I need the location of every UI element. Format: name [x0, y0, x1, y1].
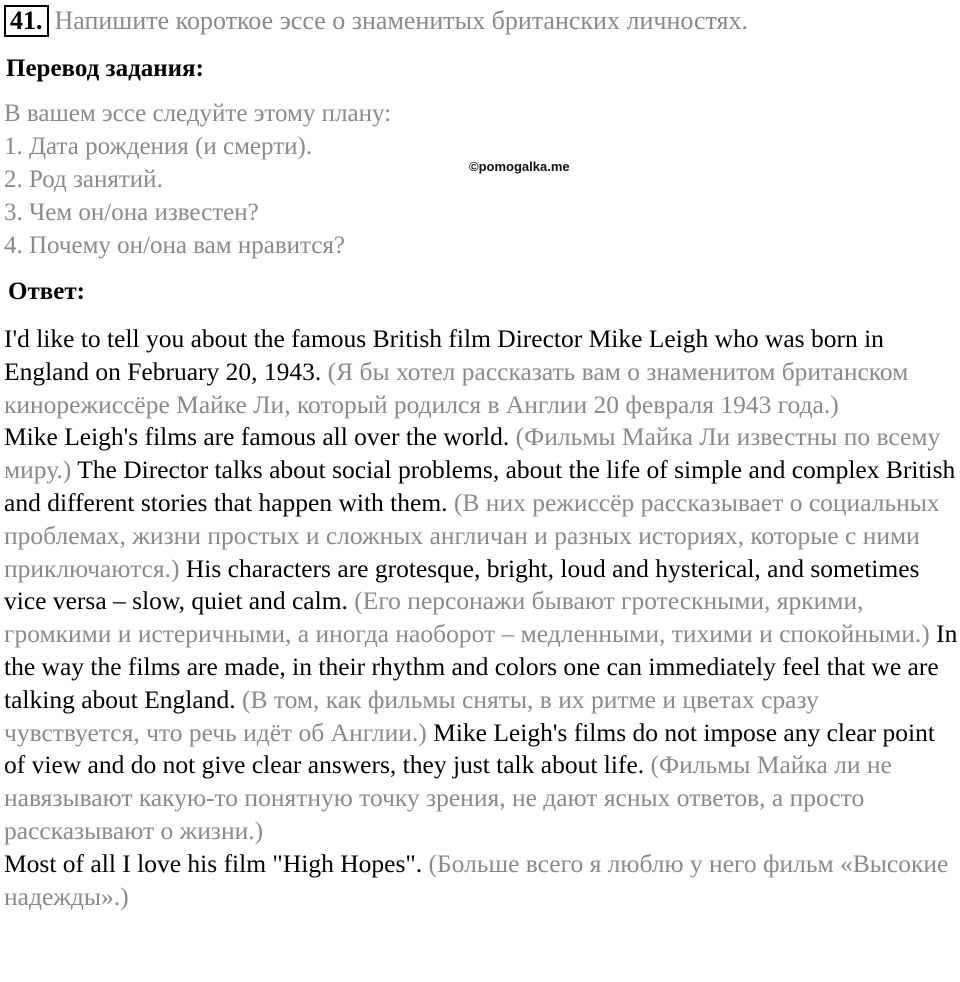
russian-translation: (Фильмы Майка ли не навязывают какую-то понятную точку зрения, не дают ясных ответов, а просто рассказывают о жизни.)	[4, 750, 892, 845]
russian-translation: (Фильмы Майка Ли известны по всему миру.)	[4, 422, 941, 485]
answer-paragraph	[4, 848, 959, 914]
english-sentence: I'd like to tell you about the famous British film Director Mike Leigh who was born in England on February 20, 1943.	[4, 324, 884, 386]
plan-item: 1. Дата рождения (и смерти).	[4, 133, 313, 160]
english-sentence: Most of all I love his film "High Hopes".	[4, 848, 423, 878]
english-sentence: The Director talks about social problems, about the life of simple and complex British and different stories that happen with them.	[4, 455, 956, 517]
plan-intro: В вашем эссе следуйте этому плану:	[4, 100, 392, 127]
essay-plan	[4, 97, 391, 262]
task-number: 41.	[4, 5, 49, 37]
english-sentence: His characters are grotesque, bright, loud and hysterical, and sometimes vice versa – slow, quiet and calm.	[4, 553, 920, 616]
russian-translation: (В том, как фильмы сняты, в их ритме и цветах сразу чувствуется, что речь идёт об Англии.)	[4, 684, 819, 747]
english-sentence: Mike Leigh's films are famous all over the world.	[4, 422, 510, 452]
plan-item: 2. Род занятий.	[4, 166, 163, 193]
plan-item: 3. Чем он/она известен?	[4, 199, 259, 226]
answer-paragraph	[4, 421, 959, 847]
russian-translation: (Я бы хотел рассказать вам о знаменитом британском кинорежиссёре Майке Ли, который родился в Англии 20 февраля 1943 года.)	[4, 356, 909, 419]
english-sentence: Mike Leigh's films do not impose any clear point of view and do not give clear answers, they just talk about life.	[4, 717, 935, 780]
watermark: ©pomogalka.me	[469, 159, 570, 174]
english-sentence: In the way the films are made, in their rhythm and colors one can immediately feel that we are talking about England.	[4, 619, 958, 714]
task-line	[4, 4, 748, 38]
russian-translation: (Больше всего я люблю у него фильм «Высокие надежды».)	[4, 848, 949, 911]
russian-translation: (Его персонажи бывают гротескными, яркими, громкими и истеричными, а иногда наоборот – медленными, тихими и спокойными.)	[4, 586, 930, 649]
answer-paragraph	[4, 323, 959, 421]
plan-item: 4. Почему он/она вам нравится?	[4, 232, 345, 259]
answer-text	[4, 323, 959, 913]
russian-translation: (В них режиссёр рассказывает о социальных проблемах, жизни простых и сложных англичан и разных историях, которые с ними приключаются.)	[4, 487, 940, 583]
translation-heading: Перевод задания:	[6, 55, 204, 82]
answer-heading: Ответ:	[8, 278, 85, 305]
task-text: Напишите короткое эссе о знаменитых британских личностях.	[54, 6, 749, 35]
